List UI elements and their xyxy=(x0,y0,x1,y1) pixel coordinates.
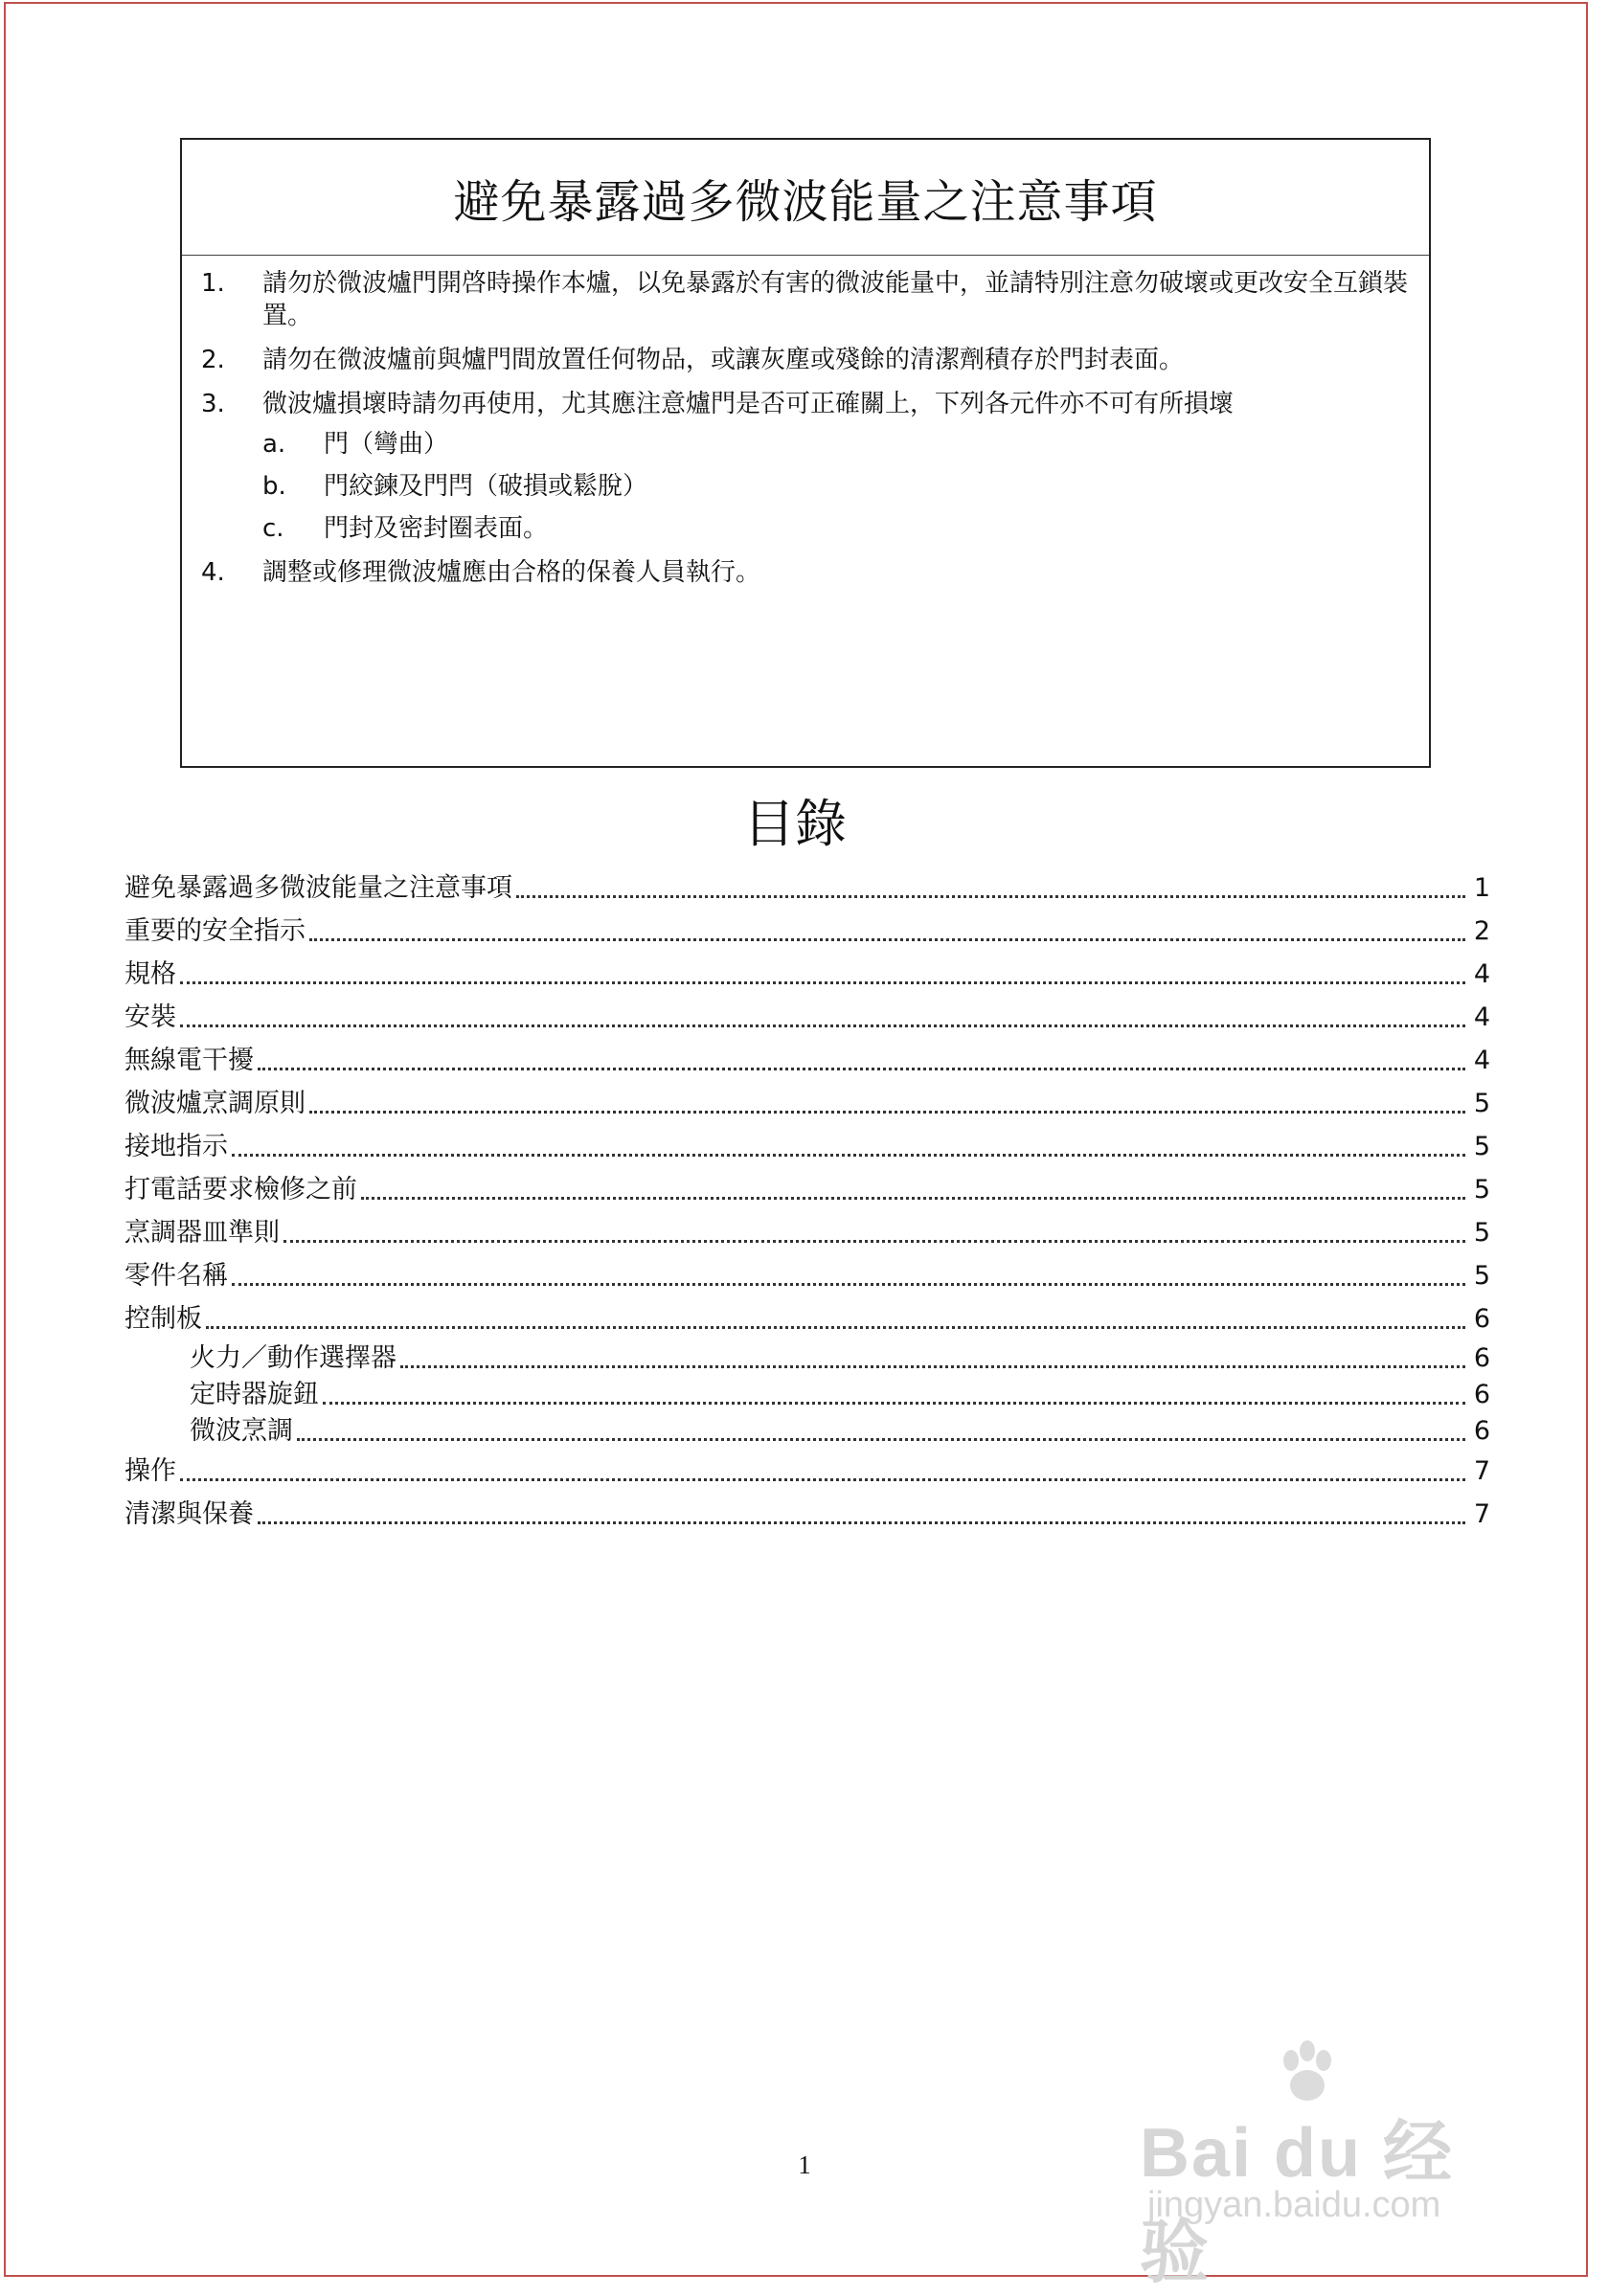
toc-entry[interactable] xyxy=(125,953,1490,996)
toc-entry-page: 6 xyxy=(1473,1304,1490,1334)
toc-entry-page: 5 xyxy=(1473,1175,1490,1204)
toc-leader-dots xyxy=(516,895,1465,898)
notice-list xyxy=(182,256,1429,589)
toc-entry-page: 4 xyxy=(1473,1002,1490,1032)
toc-entry-label: 微波烹調 xyxy=(190,1416,293,1446)
toc-entry-page: 5 xyxy=(1473,1089,1490,1118)
toc-entry-label: 重要的安全指示 xyxy=(125,916,306,946)
toc-entry[interactable] xyxy=(125,1493,1490,1536)
toc-leader-dots xyxy=(180,1024,1465,1027)
toc-entry[interactable] xyxy=(125,996,1490,1039)
notice-item-number: 2. xyxy=(201,346,225,374)
watermark-url: jingyan.baidu.com xyxy=(1147,2185,1441,2225)
table-of-contents xyxy=(125,867,1490,1536)
toc-entry-page: 5 xyxy=(1473,1218,1490,1248)
notice-item xyxy=(182,267,1429,332)
notice-item xyxy=(182,344,1429,376)
toc-leader-dots xyxy=(258,1068,1465,1070)
toc-sub-entry[interactable] xyxy=(125,1413,1490,1450)
toc-entry-page: 2 xyxy=(1473,916,1490,946)
toc-entry-label: 無線電干擾 xyxy=(125,1046,254,1075)
toc-leader-dots xyxy=(400,1365,1465,1368)
watermark-brand: Bai du 经验 xyxy=(1140,2115,1455,2291)
toc-leader-dots xyxy=(323,1402,1465,1405)
toc-entry[interactable] xyxy=(125,1254,1490,1297)
toc-entry[interactable] xyxy=(125,1125,1490,1168)
toc-entry[interactable] xyxy=(125,1168,1490,1211)
toc-leader-dots xyxy=(361,1197,1465,1200)
toc-sub-entry[interactable] xyxy=(125,1340,1490,1377)
page-number: 1 xyxy=(798,2150,811,2179)
toc-leader-dots xyxy=(180,1478,1465,1481)
toc-leader-dots xyxy=(309,1111,1465,1114)
baidu-watermark xyxy=(1140,2039,1523,2291)
notice-sub-text: 門封及密封圈表面。 xyxy=(324,514,549,543)
toc-entry-page: 6 xyxy=(1473,1416,1490,1446)
notice-item-text: 調整或修理微波爐應由合格的保養人員執行。 xyxy=(262,558,761,587)
notice-item-text: 微波爐損壞時請勿再使用，尤其應注意爐門是否可正確關上，下列各元件亦不可有所損壞 xyxy=(262,390,1235,418)
toc-leader-dots xyxy=(180,981,1465,984)
toc-entry[interactable] xyxy=(125,1297,1490,1340)
toc-entry[interactable] xyxy=(125,1450,1490,1493)
toc-entry-label: 安裝 xyxy=(125,1002,176,1032)
toc-entry-label: 火力／動作選擇器 xyxy=(190,1343,397,1373)
toc-entry-label: 接地指示 xyxy=(125,1132,228,1161)
toc-leader-dots xyxy=(232,1283,1465,1286)
notice-sub-letter: a. xyxy=(262,430,286,459)
notice-title: 避免暴露過多微波能量之注意事項 xyxy=(182,140,1429,256)
toc-entry-page: 6 xyxy=(1473,1343,1490,1373)
toc-entry-label: 定時器旋鈕 xyxy=(190,1380,319,1409)
toc-entry[interactable] xyxy=(125,1211,1490,1254)
toc-sub-entry[interactable] xyxy=(125,1377,1490,1413)
toc-entry[interactable] xyxy=(125,867,1490,910)
notice-sub-text: 門絞鍊及門閂（破損或鬆脫） xyxy=(324,472,648,501)
notice-sub-text: 門（彎曲） xyxy=(324,430,449,459)
toc-leader-dots xyxy=(206,1326,1465,1329)
notice-item xyxy=(182,388,1429,545)
toc-entry-page: 4 xyxy=(1473,1046,1490,1075)
notice-item xyxy=(182,556,1429,589)
toc-entry-page: 6 xyxy=(1473,1380,1490,1409)
notice-sub-item xyxy=(262,512,1416,545)
notice-item-number: 4. xyxy=(201,558,225,587)
toc-entry-label: 規格 xyxy=(125,959,176,989)
notice-sub-list xyxy=(262,428,1416,545)
toc-heading: 目錄 xyxy=(743,794,847,854)
toc-entry[interactable] xyxy=(125,1039,1490,1082)
toc-leader-dots xyxy=(232,1154,1465,1157)
notice-item-text: 請勿在微波爐前與爐門間放置任何物品，或讓灰塵或殘餘的清潔劑積存於門封表面。 xyxy=(262,346,1185,374)
toc-entry-label: 打電話要求檢修之前 xyxy=(125,1175,357,1204)
notice-sub-letter: b. xyxy=(262,472,286,501)
toc-entry[interactable] xyxy=(125,910,1490,953)
toc-entry-page: 5 xyxy=(1473,1261,1490,1291)
toc-entry-label: 微波爐烹調原則 xyxy=(125,1089,306,1118)
toc-leader-dots xyxy=(283,1240,1465,1243)
notice-sub-letter: c. xyxy=(262,514,284,543)
toc-leader-dots xyxy=(297,1438,1465,1441)
toc-leader-dots xyxy=(309,938,1465,941)
notice-item-number: 1. xyxy=(201,269,225,298)
toc-entry-label: 操作 xyxy=(125,1456,176,1486)
notice-box xyxy=(180,138,1431,768)
toc-entry-label: 零件名稱 xyxy=(125,1261,228,1291)
toc-entry[interactable] xyxy=(125,1082,1490,1125)
toc-entry-label: 烹調器皿準則 xyxy=(125,1218,280,1248)
notice-sub-item xyxy=(262,470,1416,503)
notice-item-text: 請勿於微波爐門開啓時操作本爐，以免暴露於有害的微波能量中，並請特別注意勿破壞或更改安全互鎖裝置。 xyxy=(262,269,1409,330)
toc-leader-dots xyxy=(258,1521,1465,1524)
notice-sub-item xyxy=(262,428,1416,461)
toc-entry-label: 清潔與保養 xyxy=(125,1499,254,1529)
toc-entry-page: 7 xyxy=(1473,1456,1490,1486)
toc-entry-page: 5 xyxy=(1473,1132,1490,1161)
toc-entry-page: 1 xyxy=(1473,873,1490,903)
toc-entry-label: 避免暴露過多微波能量之注意事項 xyxy=(125,873,512,903)
notice-item-number: 3. xyxy=(201,390,225,418)
toc-entry-page: 4 xyxy=(1473,959,1490,989)
toc-entry-page: 7 xyxy=(1473,1499,1490,1529)
toc-entry-label: 控制板 xyxy=(125,1304,202,1334)
